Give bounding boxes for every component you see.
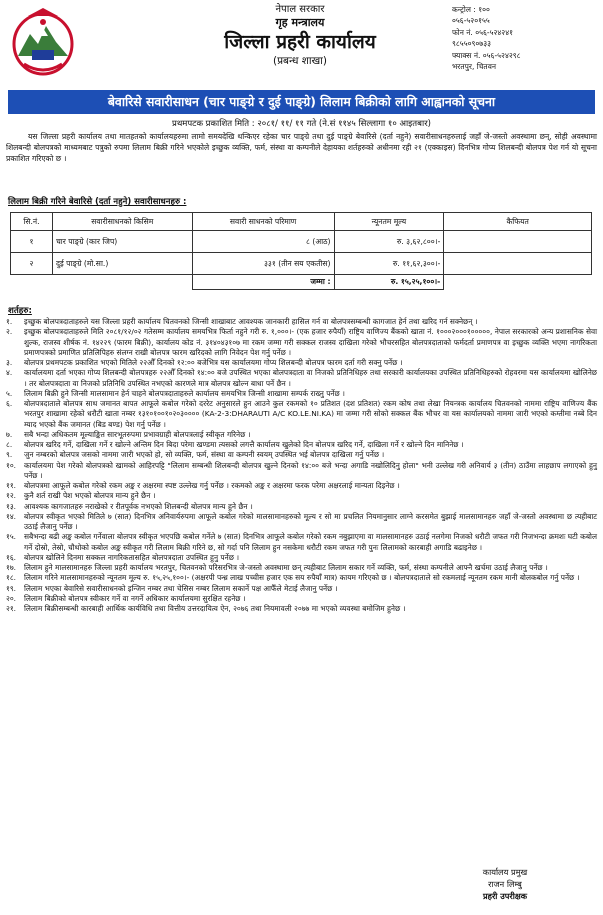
term-number: ४.: [6, 368, 13, 378]
list-item: [6, 604, 597, 614]
column-header: सि.नं.: [11, 213, 53, 231]
term-number: १६.: [6, 552, 17, 562]
term-number: ७.: [6, 429, 13, 439]
term-number: २.: [6, 327, 13, 337]
office-name: जिल्ला प्रहरी कार्यालय: [224, 31, 376, 53]
term-text: लिलाम बिक्रीसम्बन्धी कारबाही आर्थिक कार्यविधि तथा वित्तीय उत्तरदायित्व ऐन, २०७६ तथा नियमावली २०७७ मा भएको व्यवस्था बमोजिम हुनेछ ।: [24, 604, 406, 613]
term-number: १२.: [6, 491, 17, 501]
total-label: जम्मा :: [192, 275, 334, 290]
contact-line: ९८५५०९०७३३: [452, 39, 491, 49]
column-header: कैफियत: [444, 213, 592, 231]
term-text: लिलाम गरिने मालसामानहरुको न्यूनतम मूल्य रु. १५,२५,१००।- (अक्षरपी पन्ध्र लाख पच्चीस हजार एक सय रुपैयाँ मात्र) कायम गरिएको छ । बोलपत्रदाताले सो रकमलाई न्यूनतम रकम मानी बोलकबोल गर्नु पर्नेछ ।: [24, 573, 580, 583]
term-number: १७.: [6, 563, 17, 572]
publication-date: प्रथमपटक प्रकाशित मिति : २०८१/ ११/ ११ गते (ने.सं ११४५ सिल्लागा १० आइतबार): [171, 119, 431, 129]
term-text: इच्छुक बोलपत्रदाताहरुले यस जिल्ला प्रहरी कार्यालय चितवनको जिन्सी शाखाबाट आवश्यक जानकारी हासिल गर्न वा बोलपत्रसम्बन्धी कागजात हेर्न तथा खरिद गर्न सक्नेछन् ।: [24, 317, 478, 326]
list-item: [6, 327, 597, 358]
term-number: ११.: [6, 481, 17, 490]
serial-cell: १: [11, 231, 53, 253]
list-item: [6, 368, 597, 389]
term-text: लिलाम भएका बेवारिसे सवारीसाधनको इन्जिन नम्बर तथा चेसिस नम्बर लिलाम सकार्ने पक्ष आफैँले मेटाई लैजानु पर्नेछ ।: [24, 583, 338, 593]
table-row: [11, 231, 592, 253]
term-number: १०.: [6, 460, 17, 470]
term-number: १५.: [6, 532, 17, 542]
list-item: [6, 461, 597, 482]
list-item: [6, 389, 597, 399]
term-number: १४.: [6, 511, 17, 521]
term-number: ९.: [6, 450, 13, 460]
term-text: लिलाम बिक्रीको बोलपत्र स्वीकार गर्ने वा नगर्ने अधिकार कार्यालयमा सुरक्षित रहनेछ ।: [24, 593, 246, 603]
list-item: [6, 481, 597, 491]
quantity-cell: ३३१ (तीन सय एकतीस): [192, 253, 334, 275]
term-text: सबै भन्दा अधिकतम मूल्याङ्कित सारभूतरुपमा प्रभावग्राही बोलपत्रलाई स्वीकृत गरिनेछ ।: [24, 429, 251, 439]
vehicle-type-cell: चार पाङ्ग्रे (कार जिप): [52, 231, 192, 253]
contact-line: फोन नं. ०५६-५२४२४१: [452, 27, 514, 37]
terms-list: [6, 317, 597, 614]
government-name: नेपाल सरकार: [275, 4, 325, 15]
term-number: ३.: [6, 358, 13, 367]
term-text: सबैभन्दा बढी अङ्क कबोल गर्नेवाला बोलपत्र स्वीकृत भएपछि कबोल गर्नेले ७ (सात) दिनभित्र आफूले कबोल गरेको रकम नबुझाएमा वा मालसामानहरु उठाई नलगेमा निजको धरौटी जफत गरी निजभन्दा क्रमशः घटी कबोल गर्ने दोस्रो, तेस्रो, चौथोको कबोल अङ्क स्वीकृत गरी लिलाम बिक्री गरिने छ, सो गर्दा पनि लिलाम हुन नसकेमा धरौटी रकम जफत गरी पुनः लिलामको कारबाही अगाडि बढाइनेछ ।: [24, 532, 597, 552]
nepal-emblem-icon: [10, 6, 76, 78]
list-item: [6, 584, 597, 594]
term-text: लिलाम बिक्री हुने जिन्सी मालसामान हेर्न चाहने बोलपत्रदाताहरुले कार्यालय समयभित्र जिन्सी शाखामा सम्पर्क राख्नु पर्नेछ ।: [24, 388, 345, 398]
list-item: [6, 440, 597, 450]
contact-line: कन्ट्रोल : १००: [452, 5, 490, 14]
list-item: [6, 594, 597, 604]
term-text: कार्यालयमा पेश गरेको बोलपत्रको खामको आहिरपट्टि "लिलाम सम्बन्धी शिलबन्दी बोलपत्र खुल्ने दिनको १४:०० बजे भन्दा अगाडि नखोलिदिनु होला" भनी उल्लेख गरी अनिवार्य ३ (तीन) ठाउँमा लाहछाप लगाएको हुनु पर्नेछ ।: [24, 460, 597, 480]
term-text: इच्छुक बोलपत्रदाताहरुले मिति २०८१/१२/०२ गतेसम्म कार्यालय समयभित्र फिर्ता नहुने गरी रु. १,०००।- (एक हजार रुपैयाँ) राष्ट्रिय वाणिज्य बैंकको खाता नं. १०००२०००१०००००, नेपाल सरकारको अन्य प्रशासनिक सेवा शुल्क, राजस्व शीर्षक नं. १४२२९ (फारम बिक्री), कार्यालय कोड नं. ३१४०४३१०७ मा रकम जम्मा गरी सक्कल राजस्व दाखिला गरेको भौचरसहित बोलपत्रदाताको फर्मदर्ता प्रमाणपत्र वा इच्छुक व्यक्ति भएमा नागरिकता प्रमाणपत्रको प्रमाणित प्रतिलिपिहरु संलग्न राखी बोलपत्र फारम खरिदको लागि निवेदन पेश गर्नु पर्नेछ ।: [24, 327, 597, 357]
total-row: [11, 275, 592, 290]
term-text: लिलाम हुने मालसामानहरु जिल्ला प्रहरी कार्यालय भरतपुर, चितवनको परिसरभित्र जे-जस्तो अवस्थामा छन् त्यहीबाट लिलाम सकार गर्ने व्यक्ति, फर्म, संस्था कम्पनीले आफ्नै खर्चमा उठाई लैजानु पर्नेछ ।: [24, 563, 548, 572]
term-text: बोलपत्र प्रथमपटक प्रकाशित भएको मितिले २२औँ दिनको १२:०० बजेभित्र यस कार्यालयमा गोप्य शिलबन्दी बोलपत्र फारम दर्ता गरी सक्नु पर्नेछ ।: [24, 358, 403, 367]
term-number: ५.: [6, 388, 13, 398]
list-item: [6, 317, 597, 327]
ministry-name: गृह मन्त्रालय: [275, 16, 325, 29]
term-text: बोलपत्रमा आफूले कबोल गरेको रकम अङ्क र अक्षरमा स्पष्ट उल्लेख गर्नु पर्नेछ । रकमको अङ्क र अक्षरमा फरक परेमा अक्षरलाई मान्यता दिइनेछ ।: [24, 481, 400, 490]
vehicle-table: [10, 212, 592, 290]
column-header: सवारी साधनको परिमाण: [192, 213, 334, 231]
term-number: ६.: [6, 399, 13, 408]
terms-heading: शर्तहरु:: [8, 306, 32, 316]
signatory-rank: प्रहरी उपरीक्षक: [482, 891, 528, 902]
list-item: [6, 563, 597, 573]
column-header: सवारीसाधनको किसिम: [52, 213, 192, 231]
term-text: कार्यालयमा दर्ता भएका गोप्य शिलबन्दी बोलपत्रहरु २२औँ दिनको १४:०० बजे उपस्थित भएका बोलपत्रदाता वा निजको प्रतिनिधिहरु तथा सरकारी कार्यालयका उपस्थित प्रतिनिधिहरुको रोहवरमा यस कार्यालयमा खोलिनेछ । तर बोलपत्रदाता वा निजको प्रतिनिधि उपस्थित नभएको कारणले मात्र बोलपत्र खोल्न बाधा पर्ने छैन ।: [24, 368, 597, 388]
signature-block: [440, 866, 570, 903]
term-number: १.: [6, 317, 13, 326]
contact-line: ०५६-५२०१५५: [452, 16, 490, 26]
term-text: बोलपत्र खरिद गर्ने, दाखिला गर्ने र खोल्ने अन्तिम दिन बिदा परेमा खण्डमा त्यसको लगत्तै कार्यालय खुलेको दिन बोलपत्र खरिद गर्ने, दाखिला गर्ने र खोल्ने दिन मानिनेछ ।: [24, 440, 464, 449]
contact-line: फ्याक्स नं. ०५६-५२४२९८: [452, 50, 521, 60]
list-item: [6, 573, 597, 583]
term-number: ८.: [6, 440, 13, 449]
table-header-row: [11, 213, 592, 231]
quantity-cell: ८ (आठ): [192, 231, 334, 253]
term-text: बोलपत्र स्वीकृत भएको मितिले ७ (सात) दिनभित्र अनिवार्यरुपमा आफूले कबोल गरेको मालसामानहरुको मूल्य र सो मा प्रचलित नियमानुसार लाग्ने करसमेत बुझाई मालसामानहरु जहाँ जे-जस्तो अवस्थामा छ त्यहीबाट उठाई लैजानु पर्नेछ ।: [24, 511, 597, 531]
list-item: [6, 553, 597, 563]
price-cell: रु. ११,६२,३००।-: [334, 253, 444, 275]
list-item: [6, 512, 597, 533]
list-item: [6, 450, 597, 460]
term-text: कुनै शर्त राखी पेश भएको बोलपत्र मान्य हुने छैन ।: [24, 491, 156, 501]
term-number: १८.: [6, 573, 17, 583]
signatory-role: कार्यालय प्रमुख: [482, 867, 528, 877]
letterhead: [0, 0, 603, 88]
contact-details: [452, 4, 602, 72]
term-number: २१.: [6, 604, 17, 613]
notice-title-banner: बेवारिसे सवारीसाधन (चार पाङ्ग्रे र दुई पाङ्ग्रे) लिलाम बिक्रीको लागि आह्वानको सूचना: [8, 90, 595, 114]
list-item: [6, 532, 597, 553]
term-number: १३.: [6, 501, 17, 511]
list-item: [6, 399, 597, 430]
term-text: जुन नम्बरको बोलपत्र जसको नाममा जारी भएको हो, सो व्यक्ति, फर्म, संस्था वा कम्पनी स्वयम् उपस्थित भई बोलपत्र दाखिला गर्नु पर्नेछ ।: [24, 450, 385, 460]
vehicle-type-cell: दुई पाङ्ग्रे (मो.सा.): [52, 253, 192, 275]
list-item: [6, 491, 597, 501]
table-row: [11, 253, 592, 275]
term-text: आवश्यक कागजातहरु नराखेको र रीतपूर्वक नभएको शिलबन्दी बोलपत्र मान्य हुने छैन ।: [24, 501, 253, 511]
column-header: न्यूनतम मूल्य: [334, 213, 444, 231]
term-text: बोलपत्र खोलिने दिनमा सक्कल नागरिकतासहित बोलपत्रदाता उपस्थित हुनु पर्नेछ ।: [24, 552, 240, 562]
office-title-block: [150, 3, 450, 68]
vehicle-list-title: लिलाम बिक्री गरिने बेवारिसे (दर्ता नहुने) सवारीसाधनहरु :: [8, 197, 187, 207]
price-cell: रु. ३,६२,८००।-: [334, 231, 444, 253]
list-item: [6, 358, 597, 368]
remarks-cell: [444, 231, 592, 253]
term-number: २०.: [6, 593, 17, 603]
list-item: [6, 430, 597, 440]
total-value: रु. १५,२५,१००।-: [334, 275, 444, 290]
list-item: [6, 502, 597, 512]
serial-cell: २: [11, 253, 53, 275]
remarks-cell: [444, 253, 592, 275]
intro-paragraph: यस जिल्ला प्रहरी कार्यालय तथा मातहतको कार्यालयहरुमा लामो समयदेखि थन्किएर रहेका चार पाङ्ग्रे तथा दुई पाङ्ग्रे बेवारिसे (दर्ता नहुने) सवारीसाधनहरुलाई जहाँ जे-जस्तो अवस्थामा छन्, सोही अवस्थामा शिलबन्दी बोलपत्रको माध्यमबाट पत्रुको रुपमा लिलाम बिक्री गरिने भएकोले इच्छुक व्यक्ति, फर्म, संस्था वा कम्पनीले देहायका शर्तहरुको अधीनमा रही २१ (एक्काइस) दिनभित्र गोप्य शिलबन्दी बोलपत्र पेश गर्न यो सूचना प्रकाशित गरिएको छ ।: [6, 132, 597, 164]
contact-line: भरतपुर, चितवन: [452, 62, 497, 72]
term-text: बोलपत्रदाताले बोलपत्र साथ जमानत बापत आफूले कबोल गरेको दररेट अनुसारले हुन आउने कुल रकमको १० प्रतिशत (दश प्रतिशत) रकम कोष तथा लेखा नियन्त्रक कार्यालय चितवनको नाममा राष्ट्रिय वाणिज्य बैंक भरतपुर शाखामा रहेको धरौटी खाता नम्बर १३१०१००१०२०३०००० (KA-2-3:DHARAUTI A/C KO.LE.NI.KA) मा जम्मा गरी सोको सक्कल बैंक भौचर वा यस कार्यालयको नाममा जारी भएको कम्तीमा नब्बे दिन म्याद भएको बैंक जमानत (बिड बण्ड) पेश गर्नु पर्नेछ ।: [24, 399, 597, 429]
branch-name: (प्रबन्ध शाखा): [272, 55, 328, 67]
signatory-name: राजन लिम्बु: [488, 879, 522, 890]
term-number: १९.: [6, 583, 17, 593]
